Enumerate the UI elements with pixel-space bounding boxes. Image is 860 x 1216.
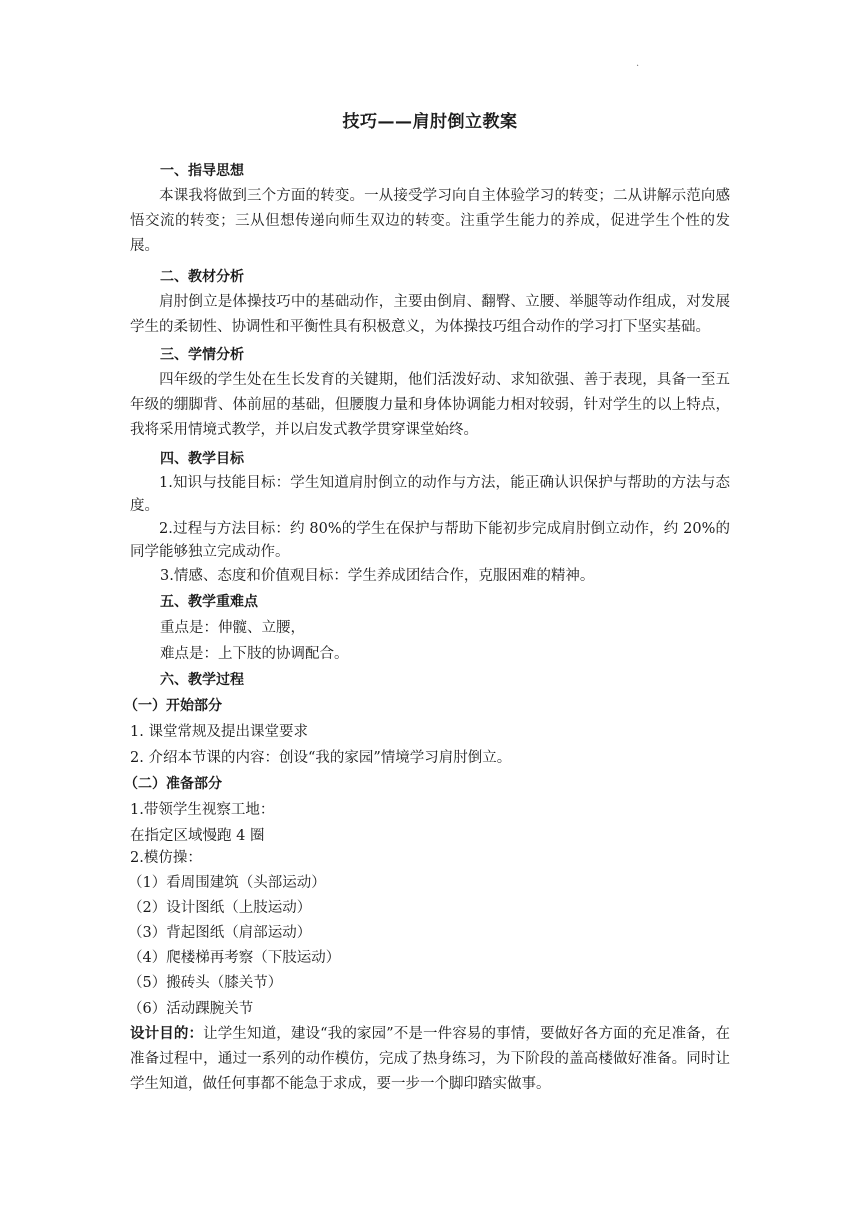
design-purpose-text: 让学生知道，建设“我的家园”不是一件容易的事情，要做好各方面的充足准备，在准备过程中，通过一系列的动作模仿，完成了热身练习，为下阶段的盖高楼做好准备。同时让学生知道，做任何事都不能急于求成，要一步一个脚印踏实做事。: [130, 1026, 731, 1092]
exercise-item: （4）爬楼梯再考察（下肢运动）: [128, 950, 341, 966]
paragraph-text: 四年级的学生处在生长发育的关键期，他们活泼好动、求知欲强、善于表现，具备一至五年级的绷脚背、体前屈的基础，但腰腹力量和身体协调能力相对较弱，针对学生的以上特点，我将采用情境式教学，并以启发式教学贯穿课堂始终。: [130, 372, 730, 438]
paragraph-text: 肩肘倒立是体操技巧中的基础动作，主要由倒肩、翻臀、立腰、举腿等动作组成，对发展学生的柔韧性、协调性和平衡性具有积极意义，为体操技巧组合动作的学习打下坚实基础。: [130, 294, 730, 335]
goal-text: 2.过程与方法目标：约 80%的学生在保护与帮助下能初步完成肩肘倒立动作，约 20%的同学能够独立完成动作。: [130, 521, 730, 560]
preparation-line-1: 1.带领学生视察工地：: [130, 802, 275, 818]
subsection-heading-opening: （一）开始部分: [124, 698, 222, 714]
section-heading-guiding-idea: 一、指导思想: [160, 163, 244, 179]
paragraph-guiding-idea: [130, 184, 730, 259]
paragraph-student-analysis: [130, 368, 730, 443]
header-mark: .: [636, 58, 640, 69]
opening-item-2: 2. 介绍本节课的内容：创设“我的家园”情境学习肩肘倒立。: [130, 750, 512, 766]
difficult-point: 难点是：上下肢的协调配合。: [160, 646, 349, 662]
preparation-line-2: 在指定区域慢跑 4 圈: [130, 828, 265, 844]
goal-text: 1.知识与技能目标：学生知道肩肘倒立的动作与方法，能正确认识保护与帮助的方法与态度。: [130, 475, 730, 514]
goal-process-method: [130, 518, 730, 564]
subsection-heading-preparation: （二）准备部分: [124, 776, 222, 792]
section-heading-key-points: 五、教学重难点: [160, 594, 258, 610]
document-title: 技巧——肩肘倒立教案: [342, 112, 518, 132]
paragraph-text: 本课我将做到三个方面的转变。一从接受学习向自主体验学习的转变；二从讲解示范向感悟交流的转变；三从但想传递向师生双边的转变。注重学生能力的养成，促进学生个性的发展。: [130, 188, 730, 254]
section-heading-student-analysis: 三、学情分析: [160, 347, 244, 363]
opening-item-1: 1. 课堂常规及提出课堂要求: [130, 724, 308, 740]
section-heading-teaching-process: 六、教学过程: [160, 672, 244, 688]
exercise-item: （1）看周围建筑（头部运动）: [128, 875, 326, 891]
goal-knowledge-skills: [130, 472, 730, 518]
key-point: 重点是：伸髋、立腰，: [160, 620, 305, 636]
preparation-line-3: 2.模仿操：: [130, 850, 202, 866]
exercise-item: （3）背起图纸（肩部运动）: [128, 925, 312, 941]
section-heading-teaching-goals: 四、教学目标: [160, 451, 244, 467]
exercise-item: （6）活动踝腕关节: [128, 1001, 254, 1017]
goal-emotion-attitude: 3.情感、态度和价值观目标：学生养成团结合作，克服困难的精神。: [160, 568, 595, 584]
design-purpose-label: 设计目的：: [130, 1026, 204, 1042]
section-heading-material-analysis: 二、教材分析: [160, 269, 244, 285]
paragraph-material-analysis: [130, 290, 730, 340]
exercise-item: （5）搬砖头（膝关节）: [128, 975, 283, 991]
design-purpose-paragraph: [130, 1022, 730, 1097]
exercise-item: （2）设计图纸（上肢运动）: [128, 900, 312, 916]
